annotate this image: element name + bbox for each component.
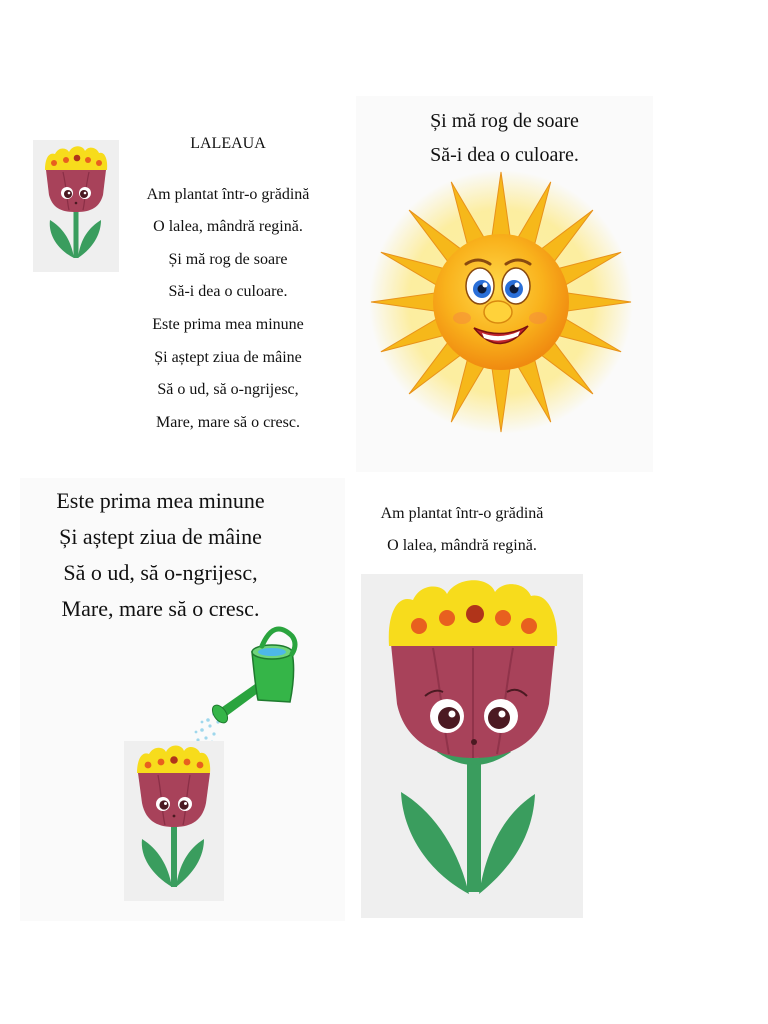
watering-can-illustration bbox=[188, 622, 304, 748]
watering-verse-line: Este prima mea minune bbox=[56, 488, 265, 513]
sun-verse-line: Să-i dea o culoare. bbox=[430, 144, 579, 166]
big-tulip-verse-line: O lalea, mândră regină. bbox=[387, 537, 537, 554]
watering-verse-line: Să o ud, să o-ngrijesc, bbox=[63, 560, 258, 585]
poem-line: Să-i dea o culoare. bbox=[168, 283, 288, 301]
poem-line: Mare, mare să o cresc. bbox=[156, 413, 300, 431]
poem-text bbox=[115, 128, 341, 439]
big-tulip-verse bbox=[352, 498, 572, 562]
poem-line: Și mă rog de soare bbox=[168, 250, 288, 268]
watering-can-icon bbox=[188, 622, 304, 748]
watering-verse-line: Mare, mare să o cresc. bbox=[61, 596, 260, 621]
tulip-character-icon bbox=[124, 741, 224, 901]
big-tulip-illustration bbox=[361, 574, 583, 918]
sun-verse-line: Și mă rog de soare bbox=[430, 110, 579, 132]
poem-line: O lalea, mândră regină. bbox=[153, 218, 303, 236]
big-tulip-verse-line: Am plantat într-o grădină bbox=[380, 505, 544, 522]
poem-line: Să o ud, să o-ngrijesc, bbox=[157, 381, 299, 399]
small-tulip-watered-panel bbox=[124, 741, 224, 901]
watering-verse-line: Și aștept ziua de mâine bbox=[59, 524, 262, 549]
tulip-character-icon bbox=[33, 140, 119, 272]
poem-title: LALEAUA bbox=[190, 135, 266, 152]
smiling-sun-icon bbox=[362, 168, 640, 438]
poem-line: Este prima mea minune bbox=[152, 315, 304, 333]
sun-illustration bbox=[362, 168, 640, 438]
sun-verse bbox=[356, 104, 653, 172]
poem-line: Am plantat într-o grădină bbox=[146, 185, 310, 203]
watering-verse bbox=[28, 483, 293, 627]
small-tulip-panel bbox=[33, 140, 119, 272]
poem-line: Și aștept ziua de mâine bbox=[154, 348, 302, 366]
tulip-character-icon bbox=[361, 574, 583, 918]
